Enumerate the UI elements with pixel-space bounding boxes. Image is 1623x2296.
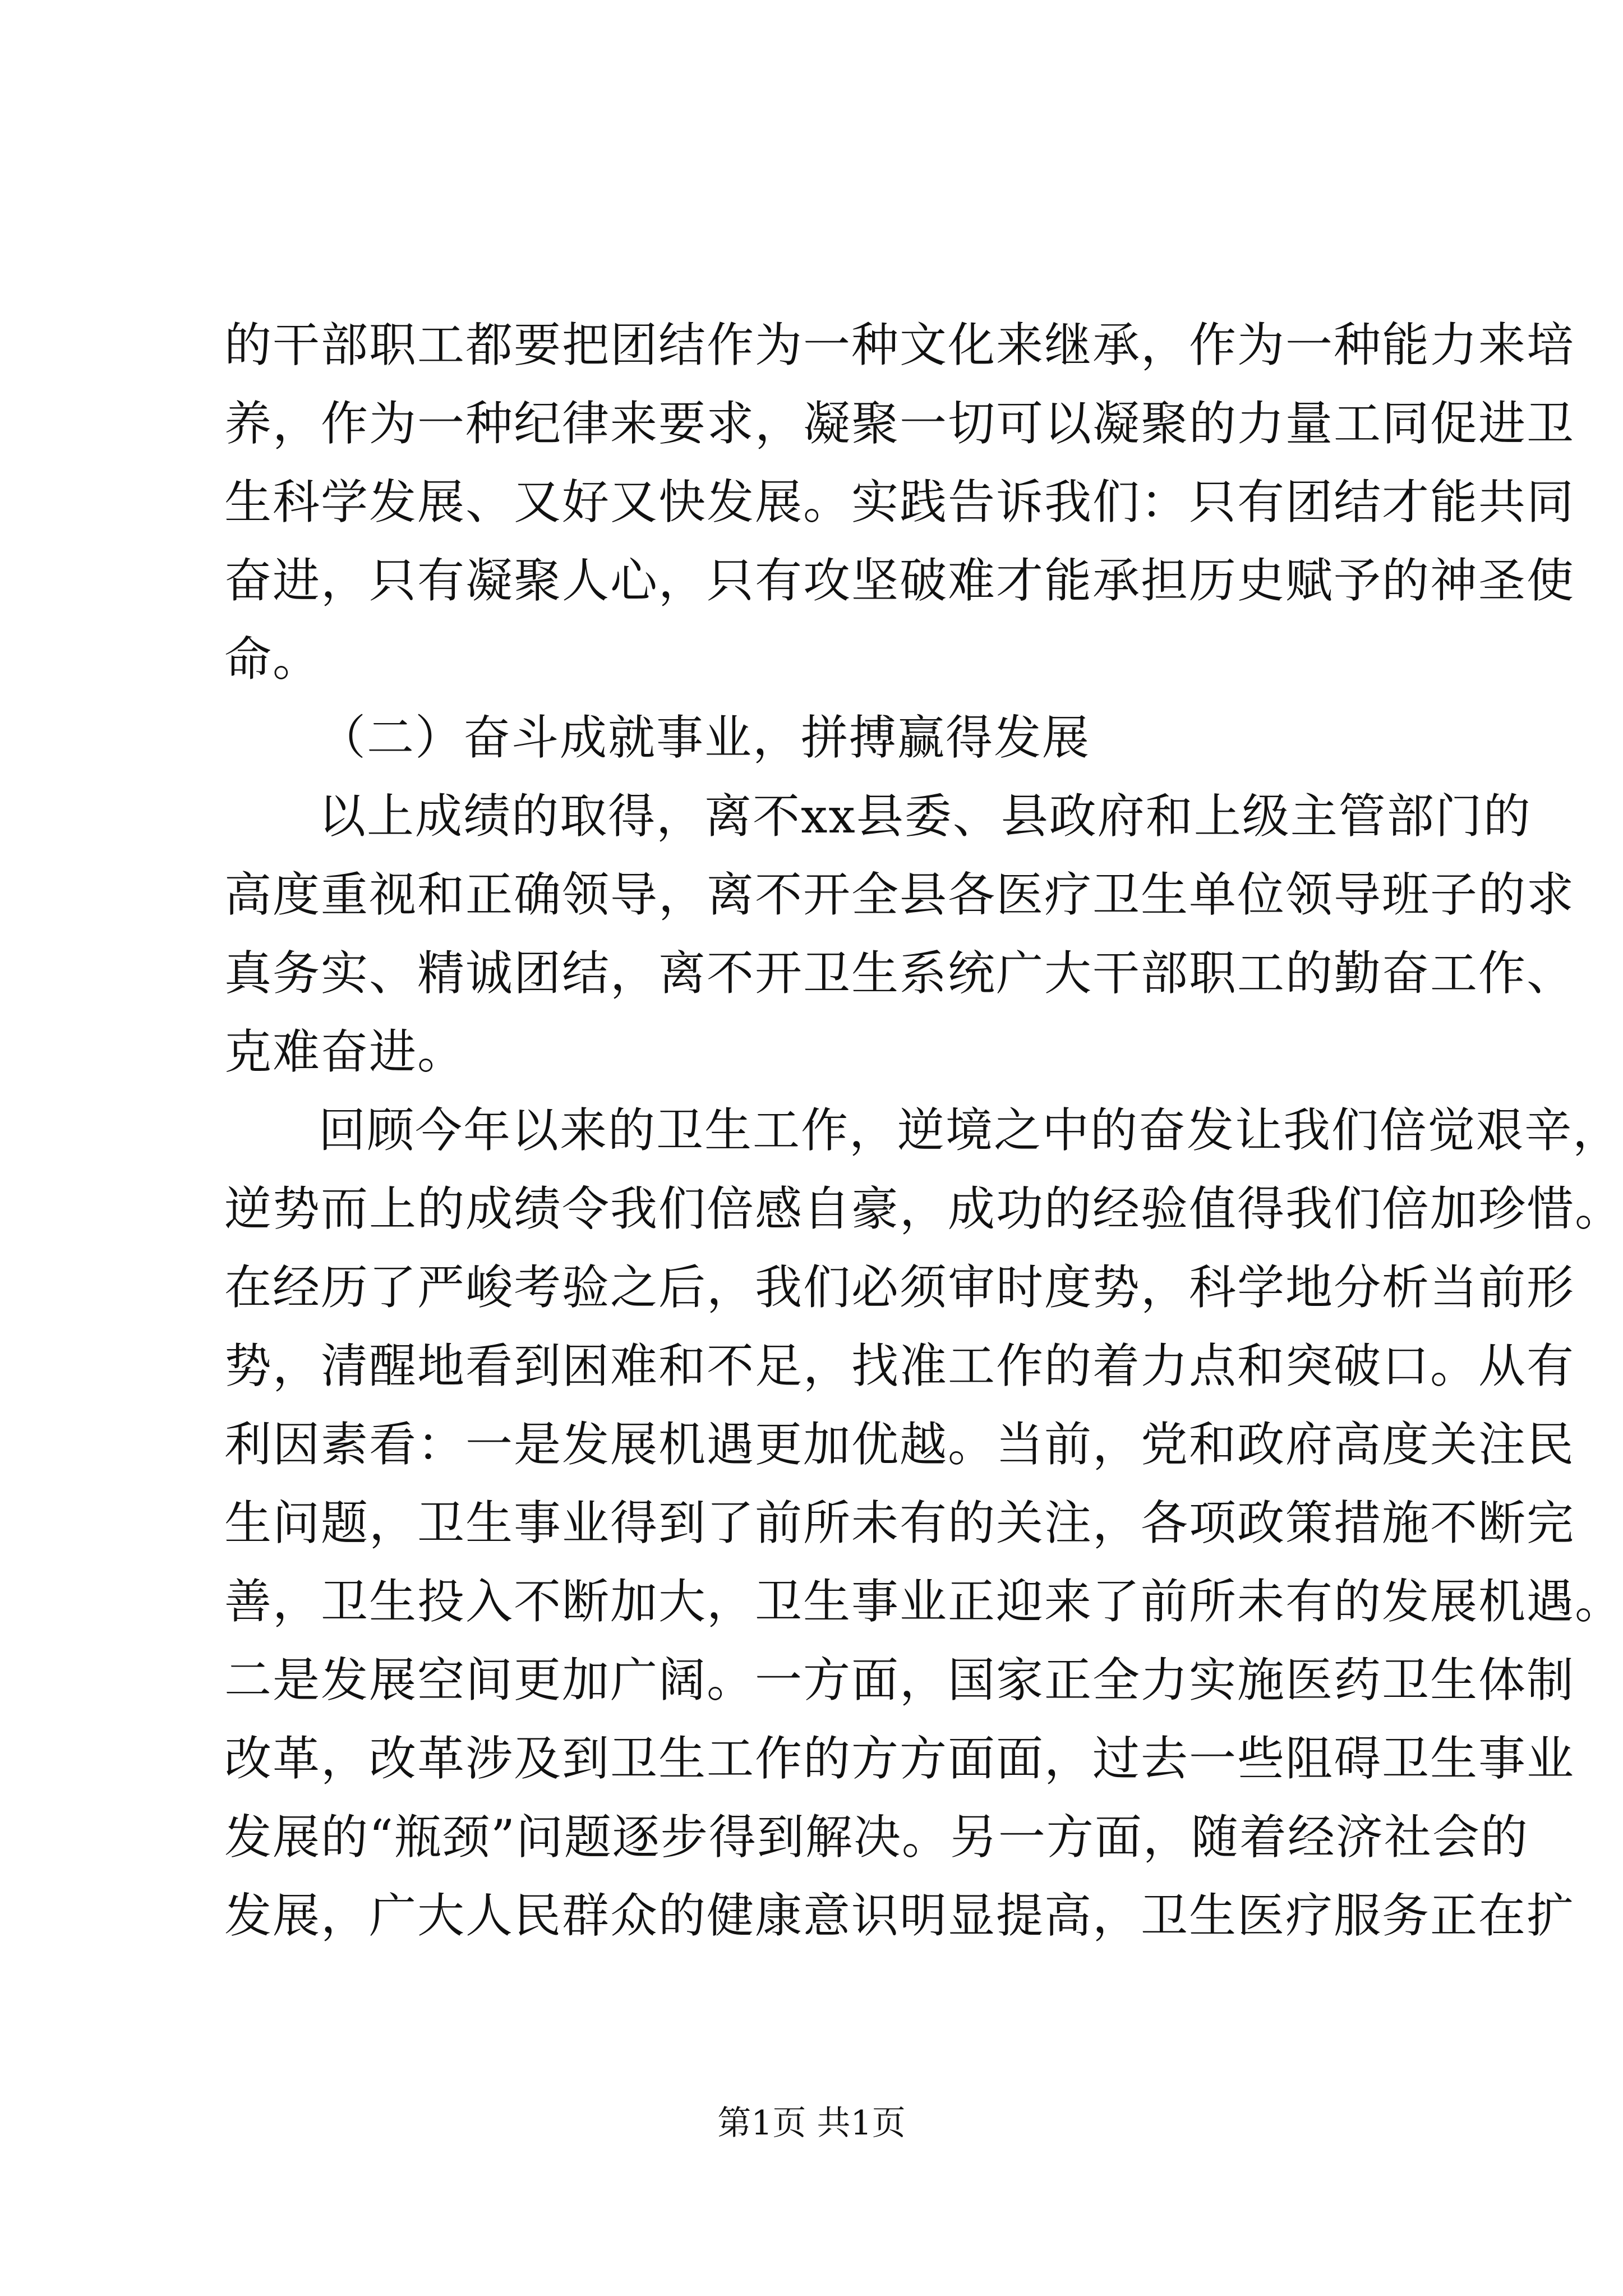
section-heading: （二）奋斗成就事业，拼搏赢得发展 — [319, 710, 1091, 765]
text-line: 二是发展空间更加广阔。一方面，国家正全力实施医药卫生体制 — [224, 1653, 1575, 1708]
text-line: 的干部职工都要把团结作为一种文化来继承，作为一种能力来培 — [224, 318, 1575, 372]
text-line: 势，清醒地看到困难和不足，找准工作的着力点和突破口。从有 — [224, 1338, 1575, 1393]
text-line: 发展的“瓶颈”问题逐步得到解决。另一方面，随着经济社会的 — [224, 1810, 1529, 1865]
text-line: 生问题，卫生事业得到了前所未有的关注，各项政策措施不断完 — [224, 1496, 1575, 1550]
text-line: 生科学发展、又好又快发展。实践告诉我们：只有团结才能共同 — [224, 475, 1575, 530]
text-line: 利因素看：一是发展机遇更加优越。当前，党和政府高度关注民 — [224, 1417, 1575, 1472]
text-line: 以上成绩的取得，离不xx县委、县政府和上级主管部门的 — [319, 789, 1532, 844]
text-line: 改革，改革涉及到卫生工作的方方面面，过去一些阻碍卫生事业 — [224, 1731, 1575, 1786]
text-line: 奋进，只有凝聚人心，只有攻坚破难才能承担历史赋予的神圣使 — [224, 553, 1575, 608]
text-line: 逆势而上的成绩令我们倍感自豪，成功的经验值得我们倍加珍惜。 — [224, 1181, 1623, 1236]
text-line: 发展，广大人民群众的健康意识明显提高，卫生医疗服务正在扩 — [224, 1888, 1575, 1943]
text-line: 克难奋进。 — [224, 1024, 466, 1079]
text-line: 在经历了严峻考验之后，我们必须审时度势，科学地分析当前形 — [224, 1260, 1575, 1315]
text-line: 高度重视和正确领导，离不开全县各医疗卫生单位领导班子的求 — [224, 867, 1575, 922]
text-line: 命。 — [224, 632, 321, 687]
page-footer: 第1页 共1页 — [717, 2104, 906, 2143]
text-line: 真务实、精诚团结，离不开卫生系统广大干部职工的勤奋工作、 — [224, 946, 1575, 1001]
text-line: 回顾今年以来的卫生工作，逆境之中的奋发让我们倍觉艰辛， — [319, 1103, 1621, 1158]
text-line: 善，卫生投入不断加大，卫生事业正迎来了前所未有的发展机遇。 — [224, 1574, 1623, 1629]
text-line: 养，作为一种纪律来要求，凝聚一切可以凝聚的力量工同促进卫 — [224, 396, 1575, 451]
